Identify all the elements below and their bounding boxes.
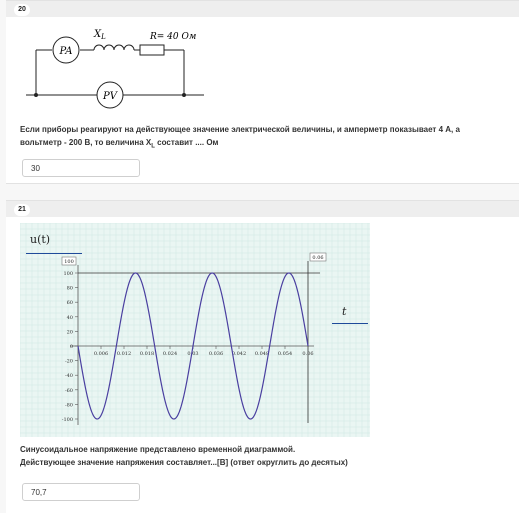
question-text-line2: Действующее значение напряжения составляет...[В] (ответ округлить до десятых) (20, 458, 348, 467)
node-dot-left (34, 93, 38, 97)
y-tick-label: 80 (66, 285, 73, 292)
question-card-21 (6, 200, 519, 513)
y-tick-label: 100 (63, 271, 73, 277)
node-dot-right (182, 93, 186, 97)
function-label: u(t) (30, 233, 51, 246)
y-tick-label: 20 (66, 329, 73, 336)
ymax-box-label: 100 (64, 259, 74, 265)
question-card-20 (6, 0, 519, 184)
function-label-underline (26, 253, 82, 254)
question-text (20, 123, 460, 154)
x-tick-label: 0.03 (187, 351, 199, 357)
t-axis-label: t (342, 305, 347, 318)
x-tick-label: 0.024 (162, 351, 178, 357)
y-tick-label: -100 (61, 417, 73, 423)
circuit-diagram (26, 19, 206, 109)
voltage-plot (20, 223, 370, 437)
x-tick-label: 0.042 (231, 351, 247, 357)
x-tick-label: 0.018 (139, 351, 155, 357)
t-axis-label-underline (332, 323, 368, 324)
question-text-line1: Синусоидальное напряжение представлено временной диаграммой. (20, 445, 296, 454)
question-header (6, 1, 519, 17)
question-number: 20 (14, 4, 30, 16)
question-header (6, 201, 519, 217)
graph-panel (20, 223, 370, 437)
xmax-box-label: 0.06 (312, 255, 324, 261)
y-tick-label: 0 (69, 344, 73, 350)
y-tick-label: 60 (66, 300, 73, 307)
y-tick-label: -80 (64, 402, 73, 409)
question-number: 21 (14, 204, 30, 216)
question-text-line2: вольтметр - 200 В, то величина $X_L$ составит .... Ом (20, 138, 219, 150)
x-tick-label: 0.012 (116, 351, 132, 357)
x-tick-label: 0.06 (302, 351, 314, 357)
x-tick-label: 0.048 (254, 351, 270, 357)
y-tick-label: -40 (64, 373, 73, 380)
voltmeter-label: PV (103, 91, 117, 102)
ammeter-label: PA (59, 46, 73, 57)
x-tick-label: 0.006 (93, 351, 109, 357)
x-tick-label: 0.036 (208, 351, 224, 357)
question-text (20, 443, 348, 469)
x-tick-label: 0.054 (277, 351, 293, 357)
y-tick-label: 40 (66, 314, 73, 321)
answer-input[interactable]: 70,7 (22, 483, 140, 501)
question-text-line1: Если приборы реагируют на действующее значение электрической величины, и амперметр показывает 4 А, а (20, 125, 460, 134)
answer-input[interactable]: 30 (22, 159, 140, 177)
y-tick-label: -60 (64, 387, 73, 394)
resistor-label: R= 40 Ом (150, 32, 197, 42)
y-tick-label: -20 (64, 358, 73, 365)
inductor-label: $X_L$ (94, 29, 106, 41)
